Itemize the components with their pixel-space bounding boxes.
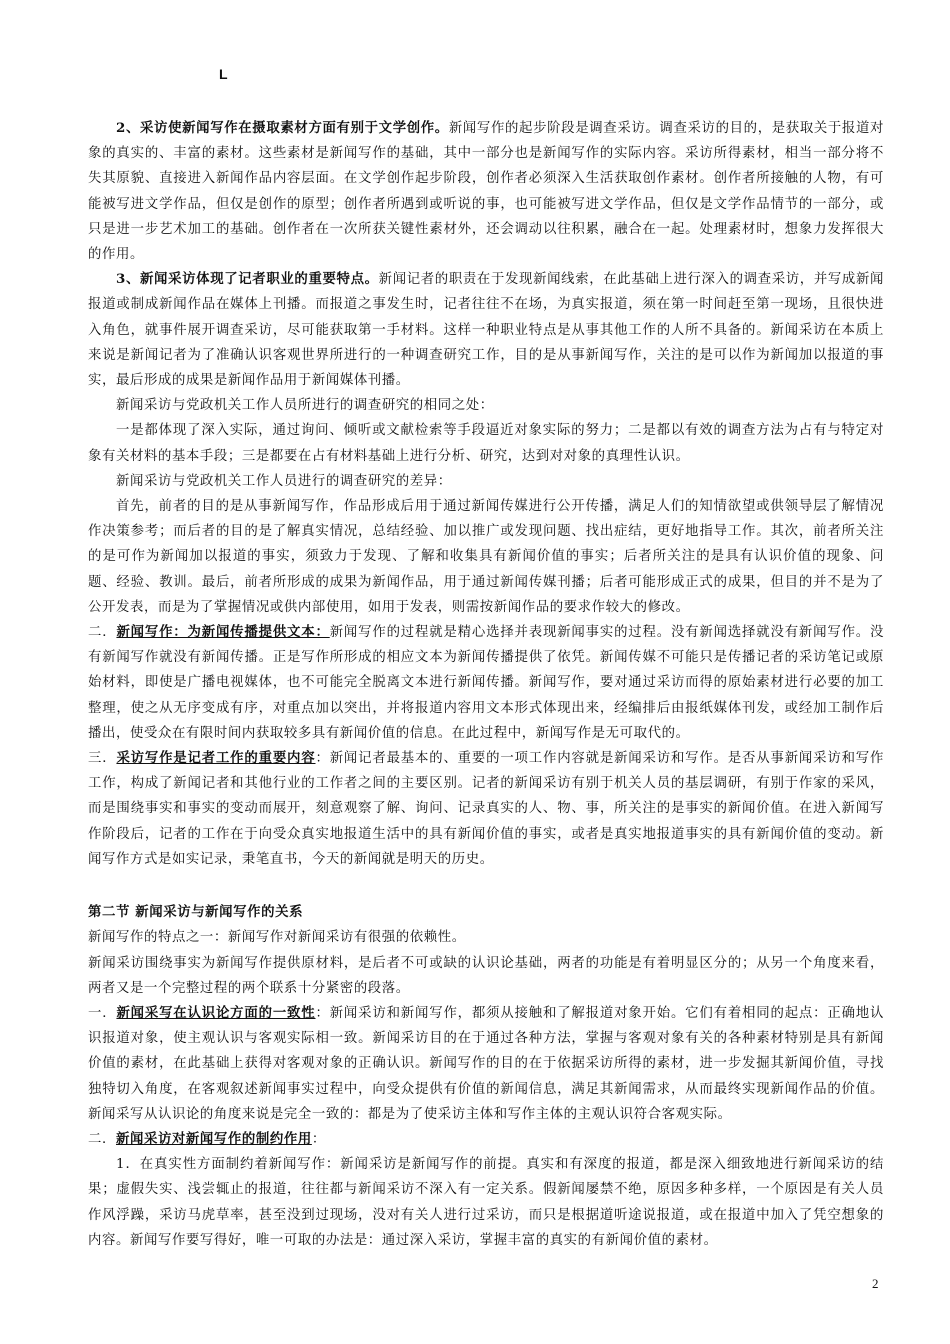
section-three-num: 三． [88, 751, 117, 767]
section-three-body: ：新闻记者最基本的、重要的一项工作内容就是新闻采访和写作。是否从事新闻采访和写作工作，构成了新闻记者和其他行业的工作者之间的主要区别。记者的新闻采访有别于机关人员的基层调研，有别于作家的采风，而是围绕事实和事实的变动而展开，刻意观察了解、询问、记录真实的人、物、事，所关注的是事实的新闻价值。在进入新闻写作阶段后，记者的工作在于向受众真实地报道生活中的具有新闻价值的事实，或者是真实地报道事实的具有新闻价值的变动。新闻写作方式是如实记录，秉笔直书，今天的新闻就是明天的历史。 [88, 751, 884, 867]
relation-two-tail: ： [311, 1131, 326, 1147]
header-mark: L [219, 66, 228, 82]
paragraph-3 [88, 267, 884, 393]
relation-one-num: 一． [88, 1005, 117, 1021]
section-two-body: 新闻写作的过程就是精心选择并表现新闻事实的过程。没有新闻选择就没有新闻写作。没有新闻写作就没有新闻传播。正是写作所形成的相应文本为新闻传播提供了依凭。新闻传媒不可能只是传播记者的采访笔记或原始材料，即使是广播电视媒体，也不可能完全脱离文本进行新闻传播。新闻写作，要对通过采访而得的原始素材进行必要的加工整理，使之从无序变成有序，对重点加以突出，并将报道内容用文本形式体现出来，经编排后由报纸媒体刊发，或经加工制作后播出，使受众在有限时间内获取较多具有新闻价值的信息。在此过程中，新闻写作是无可取代的。 [88, 625, 884, 741]
paragraph-2 [88, 116, 884, 267]
paragraph-3-body: 新闻记者的职责在于发现新闻线索，在此基础上进行深入的调查采访，并写成新闻报道或制成新闻作品在媒体上刊播。而报道之事发生时，记者往往不在场，为真实报道，须在第一时间赶至第一现场，且很快进入角色，就事件展开调查采访，尽可能获取第一手材料。这样一种职业特点是从事其他工作的人所不具备的。新闻采访在本质上来说是新闻记者为了准确认识客观世界所进行的一种调查研究工作，目的是从事新闻写作，关注的是可以作为新闻加以报道的事实，最后形成的成果是新闻作品用于新闻媒体刊播。 [88, 272, 884, 389]
relation-one-lead: 新闻采写在认识论方面的一致性 [116, 1004, 316, 1021]
section-three-lead: 采访写作是记者工作的重要内容 [116, 750, 316, 767]
section-two-num: 二． [88, 625, 117, 641]
similarities-body: 一是都体现了深入实际，通过询问、倾听或文献检索等手段逼近对象实际的努力；二是都以有效的调查方法为占有与特定对象有关材料的基本手段；三是都要在占有材料基础上进行分析、研究，达到对对象的真理性认识。 [88, 423, 884, 464]
spacer [88, 872, 884, 900]
relation-two-lead: 新闻采访对新闻写作的制约作用 [115, 1130, 312, 1147]
section-three [88, 746, 884, 872]
section-two-lead: 新闻写作：为新闻传播提供文本： [116, 624, 330, 641]
relation-two-point-1: 1．在真实性方面制约着新闻写作：新闻采访是新闻写作的前提。真实和有深度的报道，都是深入细致地进行新闻采访的结果；虚假失实、浅尝辄止的报道，往往都与新闻采访不深入有一定关系。假新闻屡禁不绝，原因多种多样，一个原因是有关人员作风浮躁，采访马虎草率，甚至没到过现场，没对有关人进行过采访，而只是根据道听途说报道，或在报道中加入了凭空想象的内容。新闻写作要写得好，唯一可取的办法是：通过深入采访，掌握丰富的真实的有新闻价值的素材。 [88, 1157, 884, 1248]
paragraph-2-lead: 2、采访使新闻写作在摄取素材方面有别于文学创作。 [116, 120, 449, 136]
paragraph-2-body: 新闻写作的起步阶段是调查采访。调查采访的目的，是获取关于报道对象的真实的、丰富的素材。这些素材是新闻写作的基础，其中一部分也是新闻写作的实际内容。采访所得素材，相当一部分将不失其原貌、直接进入新闻作品内容层面。在文学创作起步阶段，创作者必须深入生活获取创作素材。创作者所接触的人物，有可能被写进文学作品，但仅是创作的原型；创作者所遇到或听说的事，也可能被写进文学作品，但仅是文学作品情节的一部分，或只是进一步艺术加工的基础。创作者在一次所获关键性素材外，还会调动以往积累，融合在一起。处理素材时，想象力发挥很大的作用。 [88, 121, 884, 263]
differences-heading: 新闻采访与党政机关工作人员进行的调查研究的差异： [116, 473, 452, 489]
relation-two-num: 二． [88, 1131, 116, 1147]
differences-body: 首先，前者的目的是从事新闻写作，作品形成后用于通过新闻传媒进行公开传播，满足人们的知情欲望或供领导层了解情况作决策参考；而后者的目的是了解真实情况，总结经验、加以推广或发现问题、找出症结，更好地指导工作。其次，前者所关注的是可作为新闻加以报道的事实，须致力于发现、了解和收集具有新闻价值的事实；后者所关注的是具有认识价值的现象、问题、经验、教训。最后，前者所形成的成果为新闻作品，用于通过新闻传媒刊播；后者可能形成正式的成果，但目的并不是为了公开发表，而是为了掌握情况或供内部使用，如用于发表，则需按新闻作品的要求作较大的修改。 [88, 499, 884, 615]
document-body [88, 116, 884, 1253]
relation-one-body: ：新闻采访和新闻写作，都须从接触和了解报道对象开始。它们有着相同的起点：正确地认识报道对象，使主观认识与客观实际相一致。新闻采访目的在于通过各种方法，掌握与客观对象有关的各种素材特别是具有新闻价值的素材，在此基础上获得对客观对象的正确认识。新闻写作的目的在于依据采访所得的素材，进一步发掘其新闻价值，寻找独特切入角度，在客观叙述新闻事实过程中，向受众提供有价值的新闻信息，满足其新闻需求，从而最终实现新闻作品的价值。新闻采写从认识论的角度来说是完全一致的：都是为了使采访主体和写作主体的主观认识符合客观实际。 [88, 1005, 884, 1122]
relation-two [88, 1127, 884, 1152]
section-two [88, 620, 884, 746]
paragraph-3-lead: 3、新闻采访体现了记者职业的重要特点。 [116, 271, 379, 288]
page-number: 2 [872, 1276, 879, 1291]
section-title: 第二节 新闻采访与新闻写作的关系 [88, 904, 304, 921]
relation-summary: 新闻采访围绕事实为新闻写作提供原材料，是后者不可或缺的认识论基础，两者的功能是有着明显区分的；从另一个角度来看，两者又是一个完整过程的两个联系十分紧密的段落。 [88, 955, 884, 996]
relation-feature: 新闻写作的特点之一：新闻写作对新闻采访有很强的依赖性。 [88, 930, 466, 946]
relation-one [88, 1001, 884, 1127]
similarities-heading: 新闻采访与党政机关工作人员所进行的调查研究的相同之处： [116, 398, 494, 414]
